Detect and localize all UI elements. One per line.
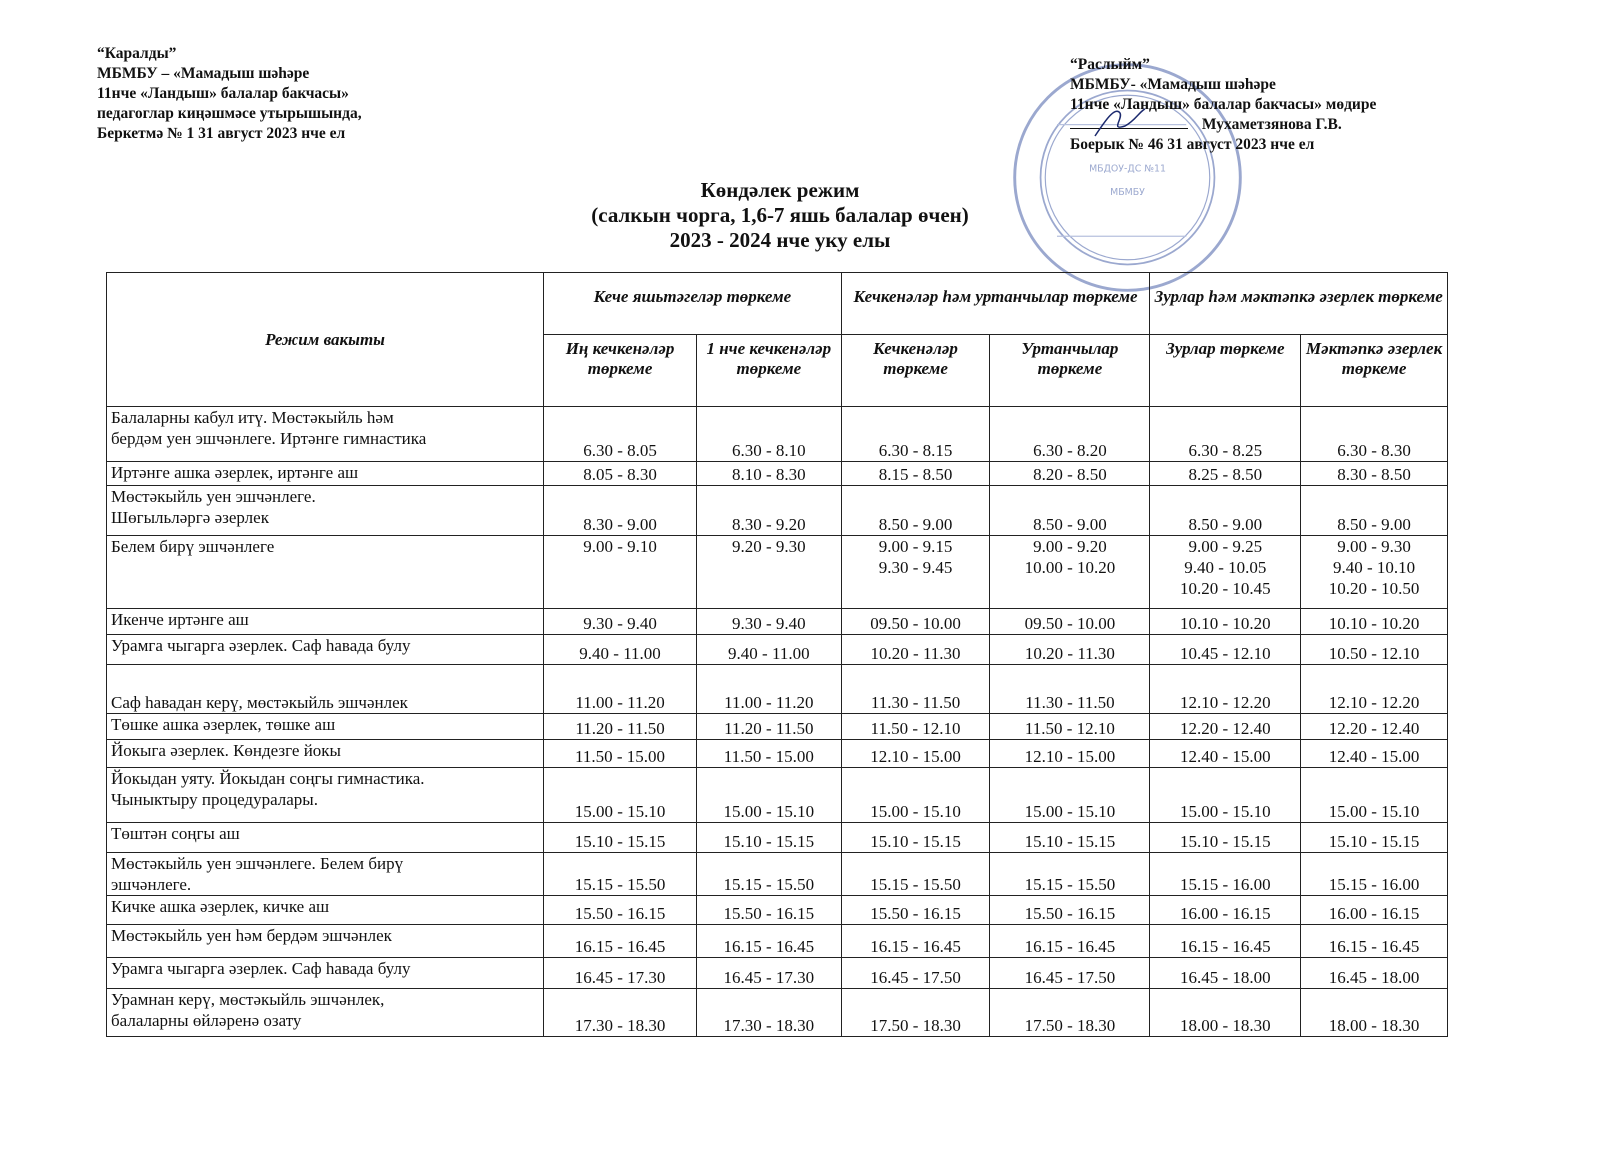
time-cell — [1150, 665, 1301, 714]
time-cell — [1150, 823, 1301, 853]
time-cell — [544, 407, 697, 462]
director-name: Мухаметзянова Г.В. — [1201, 116, 1342, 133]
time-cell — [696, 740, 841, 768]
time-range: 8.30 - 8.50 — [1337, 465, 1411, 484]
activity-cell — [107, 407, 544, 462]
schedule-row — [107, 958, 1448, 989]
time-cell — [841, 768, 990, 823]
time-cell — [1150, 958, 1301, 989]
schedule-row — [107, 714, 1448, 740]
time-cell — [696, 407, 841, 462]
activity-line: Йокыдан уяту. Йокыдан соңгы гимнастика. — [111, 769, 425, 788]
time-cell — [1301, 665, 1448, 714]
activity-line: Урамнан керү, мөстәкыйль эшчәнлек, — [111, 990, 385, 1009]
activity-cell — [107, 896, 544, 925]
time-range: 16.15 - 16.45 — [870, 937, 961, 956]
time-range: 12.10 - 15.00 — [870, 747, 961, 766]
activity-line: Балаларны кабул итү. Мөстәкыйль һәм — [111, 408, 394, 427]
subgroup-header: Мәктәпкә әзерлек төркеме — [1301, 335, 1448, 407]
time-range: 11.50 - 12.10 — [870, 719, 961, 738]
time-cell — [1301, 896, 1448, 925]
activity-cell — [107, 958, 544, 989]
activity-cell — [107, 462, 544, 486]
svg-text:МБДОУ-ДС №11: МБДОУ-ДС №11 — [1089, 163, 1166, 175]
approval-line: Беркетмә № 1 31 август 2023 нче ел — [97, 125, 346, 142]
time-cell — [1301, 486, 1448, 536]
time-range: 9.30 - 9.40 — [583, 614, 657, 633]
time-cell — [696, 958, 841, 989]
time-cell — [1301, 989, 1448, 1037]
time-range: 16.45 - 17.50 — [870, 968, 961, 987]
time-cell — [544, 462, 697, 486]
time-cell — [990, 740, 1150, 768]
schedule-row — [107, 740, 1448, 768]
time-cell — [696, 635, 841, 665]
time-range: 10.10 - 10.20 — [1179, 614, 1271, 633]
approval-line: педагоглар киңәшмәсе утырышында, — [97, 105, 362, 122]
time-cell — [544, 635, 697, 665]
time-cell — [696, 536, 841, 609]
document-title — [0, 178, 1560, 253]
time-range: 12.40 - 15.00 — [1328, 747, 1420, 766]
activity-line: Шөгыльләргә әзерлек — [111, 508, 269, 527]
activity-line: бердәм уен эшчәнлеге. Иртәнге гимнастика — [111, 429, 427, 448]
time-cell — [990, 714, 1150, 740]
time-cell — [544, 989, 697, 1037]
time-range: 16.45 - 17.30 — [574, 968, 666, 987]
time-range: 17.30 - 18.30 — [723, 1016, 815, 1035]
time-range: 6.30 - 8.05 — [583, 441, 657, 460]
time-range: 9.20 - 9.30 — [731, 537, 806, 556]
activity-cell — [107, 989, 544, 1037]
time-range: 15.00 - 15.10 — [1328, 802, 1420, 821]
time-range: 16.15 - 16.45 — [1328, 937, 1420, 956]
time-cell — [1301, 609, 1448, 635]
approval-line: 11нче «Ландыш» балалар бакчасы» мөдире — [1070, 96, 1377, 113]
activity-cell — [107, 823, 544, 853]
subgroup-header: 1 нче кечкенәләр төркеме — [696, 335, 841, 407]
time-cell — [990, 958, 1150, 989]
time-range: 11.30 - 11.50 — [1025, 693, 1115, 712]
activity-cell — [107, 853, 544, 896]
time-cell — [696, 486, 841, 536]
time-range: 11.50 - 15.00 — [723, 747, 814, 766]
time-range: 16.00 - 16.15 — [1328, 904, 1420, 923]
time-range: 15.10 - 15.15 — [1328, 832, 1420, 851]
time-range: 17.50 - 18.30 — [870, 1016, 961, 1035]
schedule-row — [107, 665, 1448, 714]
time-range: 15.15 - 15.50 — [574, 875, 666, 894]
time-range: 12.20 - 12.40 — [1328, 719, 1420, 738]
subgroup-header: Иң кечкенәләр төркеме — [544, 335, 697, 407]
time-range: 6.30 - 8.25 — [1188, 441, 1263, 460]
activity-cell — [107, 665, 544, 714]
time-cell — [990, 462, 1150, 486]
time-range: 12.10 - 15.00 — [1024, 747, 1116, 766]
time-range: 15.50 - 16.15 — [723, 904, 815, 923]
activity-cell — [107, 609, 544, 635]
time-range: 9.00 - 9.20 — [1033, 537, 1107, 556]
time-cell — [841, 740, 990, 768]
activity-cell — [107, 768, 544, 823]
activity-cell — [107, 635, 544, 665]
time-range: 15.15 - 16.00 — [1179, 875, 1271, 894]
time-range: 15.00 - 15.10 — [1024, 802, 1116, 821]
time-range: 10.20 - 11.30 — [870, 644, 961, 663]
time-range: 6.30 - 8.30 — [1337, 441, 1411, 460]
time-range: 15.00 - 15.10 — [723, 802, 815, 821]
time-cell — [841, 823, 990, 853]
time-range: 15.00 - 15.10 — [870, 802, 961, 821]
time-range: 16.00 - 16.15 — [1179, 904, 1271, 923]
time-cell — [990, 989, 1150, 1037]
time-cell — [990, 635, 1150, 665]
time-range: 11.20 - 11.50 — [575, 719, 665, 738]
time-range: 10.20 - 10.45 — [1179, 579, 1271, 598]
time-cell — [841, 407, 990, 462]
subgroup-header: Уртанчылар төркеме — [990, 335, 1150, 407]
time-range: 9.40 - 10.10 — [1333, 558, 1416, 577]
activity-line: Төшке ашка әзерлек, төшке аш — [111, 715, 336, 734]
activity-line: Икенче иртәнге аш — [111, 610, 249, 629]
activity-line: Иртәнге ашка әзерлек, иртәнге аш — [111, 463, 359, 482]
time-cell — [1150, 740, 1301, 768]
time-cell — [696, 462, 841, 486]
activity-line: эшчәнлеге. — [111, 875, 192, 894]
activity-line: Чыныктыру процедуралары. — [111, 790, 318, 809]
time-cell — [990, 609, 1150, 635]
time-range: 11.00 - 11.20 — [575, 693, 665, 712]
time-range: 15.00 - 15.10 — [574, 802, 666, 821]
header-regime-time: Режим вакыты — [107, 273, 544, 407]
time-cell — [990, 896, 1150, 925]
time-range: 6.30 - 8.10 — [731, 441, 806, 460]
time-cell — [544, 536, 697, 609]
time-range: 8.50 - 9.00 — [1337, 515, 1411, 534]
time-range: 9.00 - 9.10 — [583, 537, 657, 556]
time-cell — [544, 486, 697, 536]
activity-line: Төштән соңгы аш — [111, 824, 240, 843]
time-cell — [1150, 407, 1301, 462]
time-cell — [696, 853, 841, 896]
time-cell — [1150, 486, 1301, 536]
time-range: 9.40 - 11.00 — [579, 644, 661, 663]
activity-line: балаларны өйләренә озату — [111, 1011, 302, 1030]
time-range: 11.30 - 11.50 — [870, 693, 961, 712]
time-cell — [696, 609, 841, 635]
approval-line: Боерык № 46 31 август 2023 нче ел — [1070, 136, 1315, 153]
time-range: 10.45 - 12.10 — [1179, 644, 1271, 663]
time-cell — [990, 536, 1150, 609]
time-range: 16.15 - 16.45 — [723, 937, 815, 956]
time-range: 15.10 - 15.15 — [1024, 832, 1116, 851]
time-range: 15.15 - 16.00 — [1328, 875, 1420, 894]
time-cell — [1301, 768, 1448, 823]
time-range: 8.15 - 8.50 — [878, 465, 953, 484]
time-range: 10.10 - 10.20 — [1328, 614, 1420, 633]
approval-line: “Каралды” — [97, 45, 177, 62]
time-cell — [990, 853, 1150, 896]
time-range: 11.50 - 15.00 — [575, 747, 666, 766]
time-range: 18.00 - 18.30 — [1179, 1016, 1271, 1035]
time-cell — [1301, 823, 1448, 853]
time-cell — [1150, 462, 1301, 486]
schedule-row — [107, 925, 1448, 958]
time-range: 15.15 - 15.50 — [1024, 875, 1116, 894]
activity-line: Урамга чыгарга әзерлек. Саф һавада булу — [111, 636, 411, 655]
time-range: 10.00 - 10.20 — [1024, 558, 1116, 577]
time-cell — [1301, 925, 1448, 958]
time-range: 15.15 - 15.50 — [870, 875, 961, 894]
group-header: Зурлар һәм мәктәпкә әзерлек төркеме — [1150, 273, 1448, 335]
signature-line — [1070, 115, 1376, 135]
activity-line: Мөстәкыйль уен эшчәнлеге. Белем бирү — [111, 854, 404, 873]
activity-line: Мөстәкыйль уен эшчәнлеге. — [111, 487, 316, 506]
title-line: 2023 - 2024 нче уку елы — [669, 228, 891, 252]
time-range: 16.45 - 18.00 — [1328, 968, 1420, 987]
time-range: 9.00 - 9.30 — [1337, 537, 1411, 556]
group-header: Кечкенәләр һәм уртанчылар төркеме — [841, 273, 1150, 335]
time-cell — [841, 536, 990, 609]
activity-line: Белем бирү эшчәнлеге — [111, 537, 275, 556]
time-range: 15.10 - 15.15 — [870, 832, 961, 851]
time-range: 09.50 - 10.00 — [870, 614, 961, 633]
title-line: Көндәлек режим — [700, 178, 860, 202]
time-cell — [696, 665, 841, 714]
time-range: 9.40 - 11.00 — [728, 644, 810, 663]
time-cell — [696, 925, 841, 958]
time-range: 16.15 - 16.45 — [574, 937, 666, 956]
schedule-row — [107, 609, 1448, 635]
time-cell — [1150, 989, 1301, 1037]
time-range: 6.30 - 8.20 — [1033, 441, 1107, 460]
time-cell — [1301, 853, 1448, 896]
time-range: 8.20 - 8.50 — [1033, 465, 1107, 484]
time-cell — [544, 768, 697, 823]
time-cell — [1150, 536, 1301, 609]
time-range: 9.00 - 9.25 — [1188, 537, 1263, 556]
time-cell — [841, 896, 990, 925]
time-range: 16.45 - 17.50 — [1024, 968, 1116, 987]
time-range: 11.00 - 11.20 — [724, 693, 814, 712]
schedule-row — [107, 853, 1448, 896]
time-cell — [1150, 853, 1301, 896]
time-cell — [544, 714, 697, 740]
time-cell — [1150, 925, 1301, 958]
schedule-body — [107, 407, 1448, 1037]
time-cell — [544, 853, 697, 896]
time-cell — [841, 853, 990, 896]
activity-cell — [107, 536, 544, 609]
time-cell — [990, 407, 1150, 462]
time-range: 8.10 - 8.30 — [731, 465, 806, 484]
time-range: 16.45 - 17.30 — [723, 968, 815, 987]
activity-line: Кичке ашка әзерлек, кичке аш — [111, 897, 330, 916]
time-range: 16.15 - 16.45 — [1179, 937, 1271, 956]
activity-line: Саф һавадан керү, мөстәкыйль эшчәнлек — [111, 693, 408, 712]
time-cell — [1150, 896, 1301, 925]
time-cell — [544, 823, 697, 853]
time-range: 16.45 - 18.00 — [1179, 968, 1271, 987]
time-cell — [1301, 958, 1448, 989]
time-range: 10.20 - 11.30 — [1024, 644, 1115, 663]
time-range: 12.20 - 12.40 — [1179, 719, 1271, 738]
schedule-row — [107, 635, 1448, 665]
time-range: 9.00 - 9.15 — [878, 537, 953, 556]
approval-line: МБМБУ – «Мамадыш шәһәре — [97, 65, 310, 82]
time-cell — [841, 989, 990, 1037]
schedule-row — [107, 536, 1448, 609]
time-cell — [841, 609, 990, 635]
subgroup-header: Кечкенәләр төркеме — [841, 335, 990, 407]
time-range: 10.50 - 12.10 — [1328, 644, 1420, 663]
schedule-row — [107, 989, 1448, 1037]
time-cell — [1301, 635, 1448, 665]
time-range: 15.00 - 15.10 — [1179, 802, 1271, 821]
time-range: 8.25 - 8.50 — [1188, 465, 1263, 484]
time-range: 16.15 - 16.45 — [1024, 937, 1116, 956]
schedule-row — [107, 768, 1448, 823]
time-cell — [544, 896, 697, 925]
time-cell — [544, 958, 697, 989]
time-cell — [1301, 714, 1448, 740]
time-range: 15.50 - 16.15 — [870, 904, 961, 923]
activity-cell — [107, 740, 544, 768]
time-range: 12.10 - 12.20 — [1179, 693, 1271, 712]
time-range: 15.50 - 16.15 — [1024, 904, 1116, 923]
time-range: 15.10 - 15.15 — [1179, 832, 1271, 851]
title-line: (салкын чорга, 1,6-7 яшь балалар өчен) — [591, 203, 969, 227]
time-range: 9.40 - 10.05 — [1184, 558, 1267, 577]
approval-line: МБМБУ- «Мамадыш шәһәре — [1070, 76, 1276, 93]
activity-cell — [107, 486, 544, 536]
approval-line: 11нче «Ландыш» балалар бакчасы» — [97, 85, 349, 102]
subgroup-header: Зурлар төркеме — [1150, 335, 1301, 407]
time-cell — [544, 740, 697, 768]
time-range: 15.10 - 15.15 — [723, 832, 815, 851]
activity-line: Мөстәкыйль уен һәм бердәм эшчәнлек — [111, 926, 392, 945]
time-range: 15.10 - 15.15 — [574, 832, 666, 851]
time-cell — [696, 989, 841, 1037]
time-range: 15.15 - 15.50 — [723, 875, 815, 894]
time-cell — [1150, 609, 1301, 635]
time-range: 17.50 - 18.30 — [1024, 1016, 1116, 1035]
time-cell — [841, 665, 990, 714]
approval-line: “Раслыйм” — [1070, 56, 1150, 73]
schedule-row — [107, 896, 1448, 925]
time-cell — [841, 486, 990, 536]
time-cell — [841, 925, 990, 958]
time-range: 15.50 - 16.15 — [574, 904, 666, 923]
time-cell — [1301, 740, 1448, 768]
activity-line: Урамга чыгарга әзерлек. Саф һавада булу — [111, 959, 411, 978]
group-header: Кече яшьтәгеләр төркеме — [544, 273, 842, 335]
approval-block-right — [1070, 55, 1376, 155]
time-cell — [544, 609, 697, 635]
time-range: 18.00 - 18.30 — [1328, 1016, 1420, 1035]
time-range: 10.20 - 10.50 — [1328, 579, 1420, 598]
time-cell — [841, 714, 990, 740]
time-range: 12.40 - 15.00 — [1179, 747, 1271, 766]
time-cell — [696, 896, 841, 925]
time-cell — [1150, 635, 1301, 665]
time-cell — [544, 925, 697, 958]
time-range: 11.20 - 11.50 — [724, 719, 814, 738]
time-cell — [696, 714, 841, 740]
time-cell — [544, 665, 697, 714]
time-cell — [1150, 714, 1301, 740]
time-range: 8.50 - 9.00 — [1033, 515, 1107, 534]
signature-mark — [1090, 101, 1150, 141]
time-range: 9.30 - 9.40 — [731, 614, 806, 633]
time-cell — [841, 958, 990, 989]
time-range: 09.50 - 10.00 — [1024, 614, 1116, 633]
time-range: 8.30 - 9.00 — [583, 515, 657, 534]
time-cell — [990, 768, 1150, 823]
time-range: 17.30 - 18.30 — [574, 1016, 666, 1035]
time-cell — [696, 823, 841, 853]
time-cell — [1301, 407, 1448, 462]
time-range: 12.10 - 12.20 — [1328, 693, 1420, 712]
time-cell — [990, 665, 1150, 714]
svg-text:МБМБУ: МБМБУ — [1110, 187, 1145, 199]
activity-cell — [107, 714, 544, 740]
time-cell — [990, 925, 1150, 958]
time-cell — [1301, 536, 1448, 609]
schedule-row — [107, 407, 1448, 462]
time-range: 8.30 - 9.20 — [731, 515, 806, 534]
time-range: 8.50 - 9.00 — [1188, 515, 1263, 534]
time-range: 8.05 - 8.30 — [583, 465, 657, 484]
approval-block-left — [97, 44, 362, 144]
time-cell — [1301, 462, 1448, 486]
time-range: 8.50 - 9.00 — [878, 515, 953, 534]
time-cell — [990, 823, 1150, 853]
schedule-row — [107, 462, 1448, 486]
time-cell — [990, 486, 1150, 536]
activity-line: Йокыга әзерлек. Көндезге йокы — [111, 741, 341, 760]
time-cell — [841, 635, 990, 665]
time-range: 11.50 - 12.10 — [1024, 719, 1115, 738]
schedule-row — [107, 486, 1448, 536]
activity-cell — [107, 925, 544, 958]
schedule-row — [107, 823, 1448, 853]
time-cell — [1150, 768, 1301, 823]
time-cell — [696, 768, 841, 823]
time-range: 9.30 - 9.45 — [878, 558, 953, 577]
time-cell — [841, 462, 990, 486]
time-range: 6.30 - 8.15 — [878, 441, 953, 460]
schedule-table — [106, 272, 1448, 1037]
